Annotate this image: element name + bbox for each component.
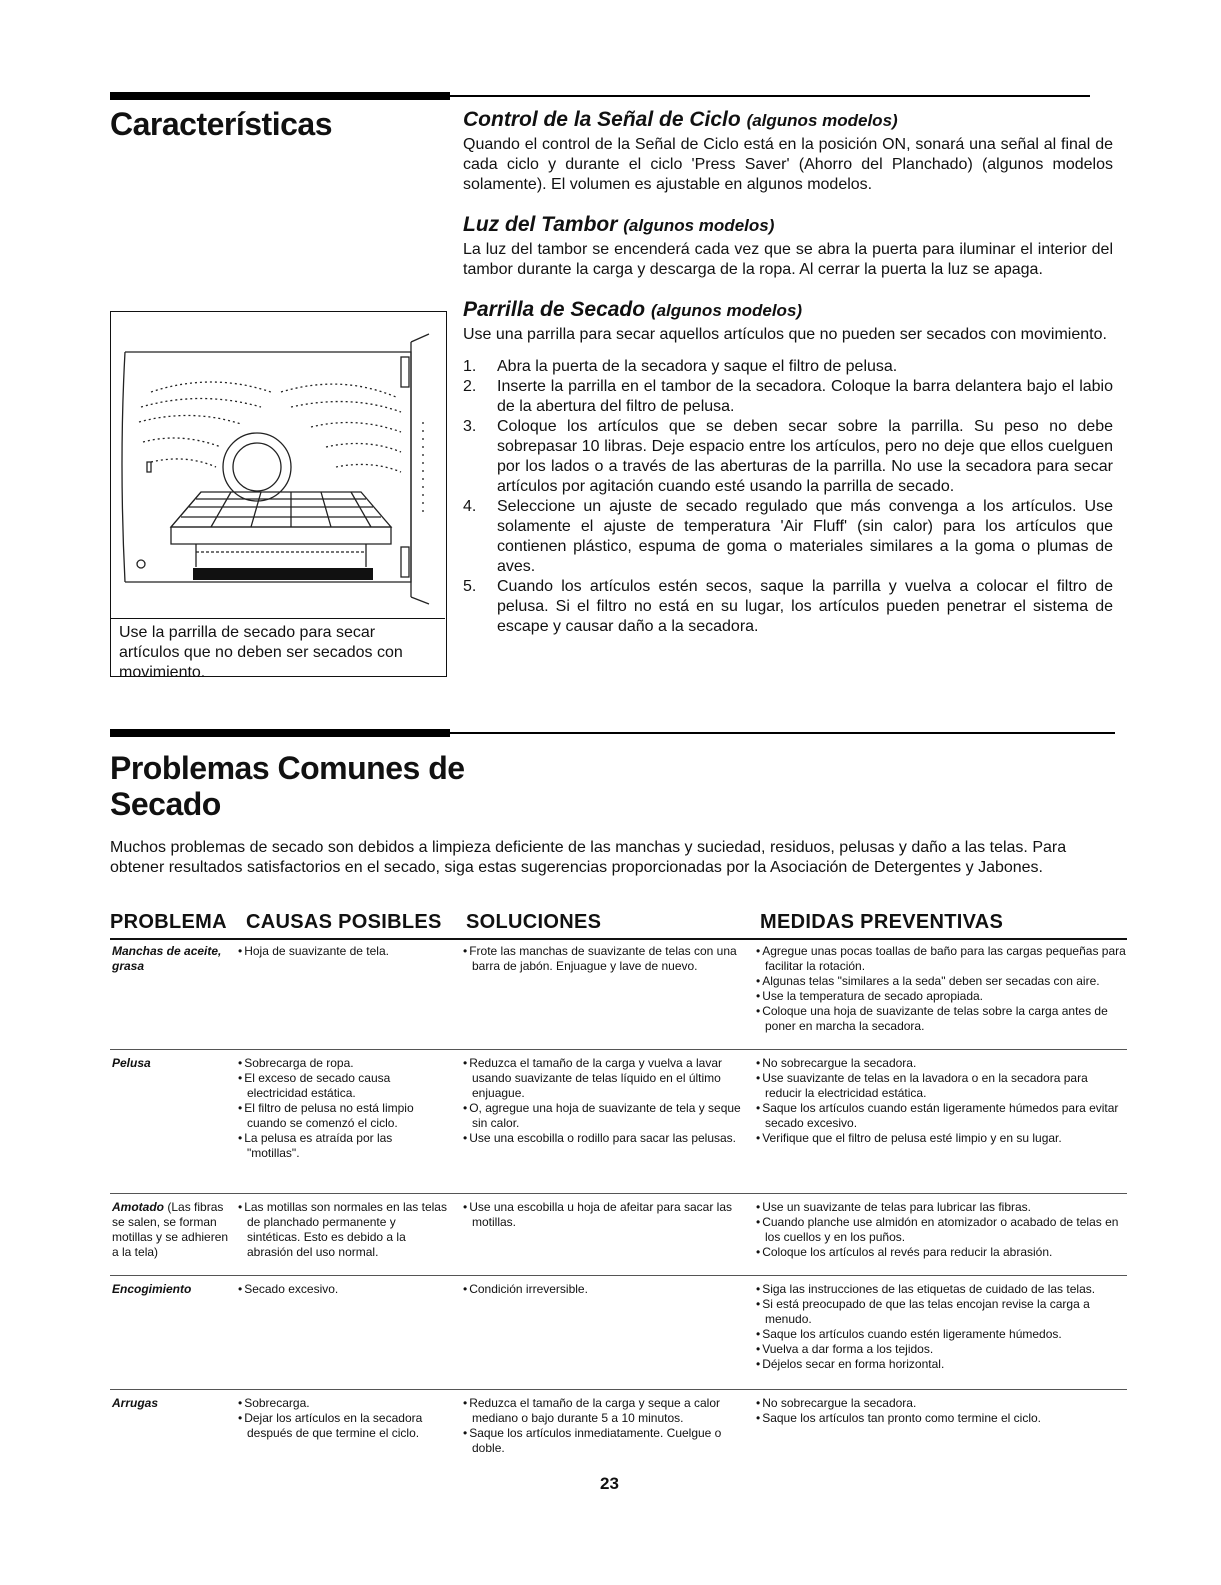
rack-heading-text: Parrilla de Secado bbox=[463, 298, 646, 321]
section-rule-thin bbox=[450, 732, 1115, 734]
problem-cell: Arrugas bbox=[112, 1396, 159, 1410]
drum-light-body: La luz del tambor se encenderá cada vez que se abra la puerta para iluminar el interior del tambor durante la carga y descarga de la ropa. Al cerrar la puerta la luz se apaga. bbox=[463, 241, 1113, 278]
figure-caption: Use la parrilla de secado para secar artículos que no deben ser secados con movimiento. bbox=[111, 618, 445, 687]
section-rule-thin bbox=[450, 95, 1090, 97]
problem-cell: Amotado (Las fibras se salen, se forman motillas y se adhieren a la tela) bbox=[112, 1200, 229, 1259]
causes-cell: • Sobrecarga. • Dejar los artículos en la secadora después de que termine el ciclo. bbox=[238, 1396, 448, 1441]
problems-title bbox=[110, 750, 465, 822]
preventive-cell: • Siga las instrucciones de las etiquetas de cuidado de las telas. • Si está preocupado de que las telas encojan revise la carga a menudo. • Saque los artículos cuando estén ligeramente húmedos. • Vuelva a dar forma a los tejidos. • Déjelos secar en forma horizontal. bbox=[756, 1282, 1126, 1372]
page-number: 23 bbox=[600, 1474, 619, 1493]
problems-intro: Muchos problemas de secado son debidos a limpieza deficiente de las manchas y suciedad, residuos, pelusas y daño a las telas. Para obtener resultados satisfactorios en el secado, siga estas sugerencias proporcionadas por la Asociación de Detergentes y Jabones. bbox=[110, 839, 1067, 876]
problem-cell: Manchas de aceite, grasa bbox=[112, 944, 222, 973]
problems-title-line2: Secado bbox=[110, 786, 221, 822]
section-rule-thick bbox=[110, 92, 450, 100]
col-header-preventive: MEDIDAS PREVENTIVAS bbox=[760, 911, 1004, 933]
control-heading bbox=[463, 108, 1113, 133]
rack-step: 4. Seleccione un ajuste de secado regulado que más convenga a los artículos. Use solamente el ajuste de temperatura 'Air Fluff' (sin calor) para los artículos que contienen plástico, espuma de goma o materiales similares a la goma o plumas de aves. bbox=[463, 498, 1113, 575]
col-header-causes: CAUSAS POSIBLES bbox=[246, 911, 442, 933]
preventive-cell: • Agregue unas pocas toallas de baño para las cargas pequeñas para facilitar la rotación. • Algunas telas "similares a la seda" deben ser secadas con aire. • Use la temperatura de secado apropiada. • Coloque una hoja de suavizante de telas sobre la carga antes de poner en marcha la secadora. bbox=[756, 944, 1126, 1034]
col-header-problem: PROBLEMA bbox=[110, 911, 227, 933]
problem-cell: Pelusa bbox=[112, 1056, 151, 1070]
causes-cell: • Hoja de suavizante de tela. bbox=[238, 944, 448, 959]
rack-step: 1. Abra la puerta de la secadora y saque el filtro de pelusa. bbox=[463, 358, 898, 375]
solutions-cell: • Reduzca el tamaño de la carga y seque a calor mediano o bajo durante 5 a 10 minutos. • Saque los artículos inmediatamente. Cuelgue o doble. bbox=[463, 1396, 748, 1456]
problem-cell: Encogimiento bbox=[112, 1282, 192, 1296]
col-header-solutions: SOLUCIONES bbox=[466, 911, 602, 933]
section-rule-thick bbox=[110, 729, 450, 737]
preventive-cell: • No sobrecargue la secadora. • Saque los artículos tan pronto como termine el ciclo. bbox=[756, 1396, 1126, 1426]
row-rule bbox=[110, 1389, 1127, 1390]
rack-body: Use una parrilla para secar aquellos artículos que no pueden ser secados con movimiento. bbox=[463, 326, 1107, 343]
header-rule bbox=[110, 938, 1127, 940]
row-rule bbox=[110, 1275, 1127, 1276]
causes-cell: • Secado excesivo. bbox=[238, 1282, 448, 1297]
drying-rack-figure bbox=[110, 311, 447, 681]
control-body: Quando el control de la Señal de Ciclo está en la posición ON, sonará una señal al final de cada ciclo y durante el ciclo 'Press Saver' (Ahorro del Planchado) (algunos modelos solamente). El volumen es ajustable en algunos modelos. bbox=[463, 136, 1113, 193]
rack-heading bbox=[463, 298, 1113, 323]
drying-rack-illustration bbox=[111, 312, 445, 618]
preventive-cell: • No sobrecargue la secadora. • Use suavizante de telas en la lavadora o en la secadora para reducir la electricidad estática. • Saque los artículos cuando están ligeramente húmedos para evitar secado excesivo. • Verifique que el filtro de pelusa esté limpio y en su lugar. bbox=[756, 1056, 1126, 1146]
drum-light-heading bbox=[463, 213, 1113, 238]
rack-step: 5. Cuando los artículos estén secos, saque la parrilla y vuelva a colocar el filtro de pelusa. Si el filtro no está en su lugar, los artículos pueden penetrar el sistema de escape y causar daño a la secadora. bbox=[463, 578, 1113, 635]
rack-step: 3. Coloque los artículos que se deben secar sobre la parrilla. Su peso no debe sobrepasar 10 libras. Deje espacio entre los artículos, pero no deje que ellos cuelguen por los lados o a través de las aberturas de la parrilla. No use la secadora para secar artículos por agitación cuando esté usando la parrilla de secado. bbox=[463, 418, 1113, 495]
preventive-cell: • Use un suavizante de telas para lubricar las fibras. • Cuando planche use almidón en atomizador o acabado de telas en los cuellos y en los puños. • Coloque los artículos al revés para reducir la abrasión. bbox=[756, 1200, 1126, 1260]
control-heading-note: (algunos modelos) bbox=[746, 111, 898, 130]
row-rule bbox=[110, 1049, 1127, 1050]
solutions-cell: • Frote las manchas de suavizante de telas con una barra de jabón. Enjuague y lave de nuevo. bbox=[463, 944, 748, 974]
control-heading-text: Control de la Señal de Ciclo bbox=[463, 108, 741, 131]
rack-heading-note: (algunos modelos) bbox=[650, 301, 803, 320]
solutions-cell: • Reduzca el tamaño de la carga y vuelva a lavar usando suavizante de telas líquido en el último enjuague. • O, agregue una hoja de suavizante de tela y seque sin calor. • Use una escobilla o rodillo para sacar las pelusas. bbox=[463, 1056, 748, 1146]
features-column bbox=[463, 108, 1113, 637]
solutions-cell: • Condición irreversible. bbox=[463, 1282, 748, 1297]
rack-step: 2. Inserte la parrilla en el tambor de la secadora. Coloque la barra delantera bajo el labio de la abertura del filtro de pelusa. bbox=[463, 378, 1113, 415]
drum-light-heading-text: Luz del Tambor bbox=[463, 213, 618, 236]
row-rule bbox=[110, 1193, 1127, 1194]
features-title: Características bbox=[110, 106, 332, 142]
solutions-cell: • Use una escobilla u hoja de afeitar para sacar las motillas. bbox=[463, 1200, 748, 1230]
drum-light-heading-note: (algunos modelos) bbox=[623, 216, 775, 235]
causes-cell: • Sobrecarga de ropa. • El exceso de secado causa electricidad estática. • El filtro de pelusa no está limpio cuando se comenzó el ciclo. • La pelusa es atraída por las "motillas". bbox=[238, 1056, 448, 1161]
causes-cell: • Las motillas son normales en las telas de planchado permanente y sintéticas. Esto es debido a la abrasión del uso normal. bbox=[238, 1200, 448, 1260]
rack-steps bbox=[463, 357, 1113, 637]
problems-title-line1: Problemas Comunes de bbox=[110, 750, 465, 786]
